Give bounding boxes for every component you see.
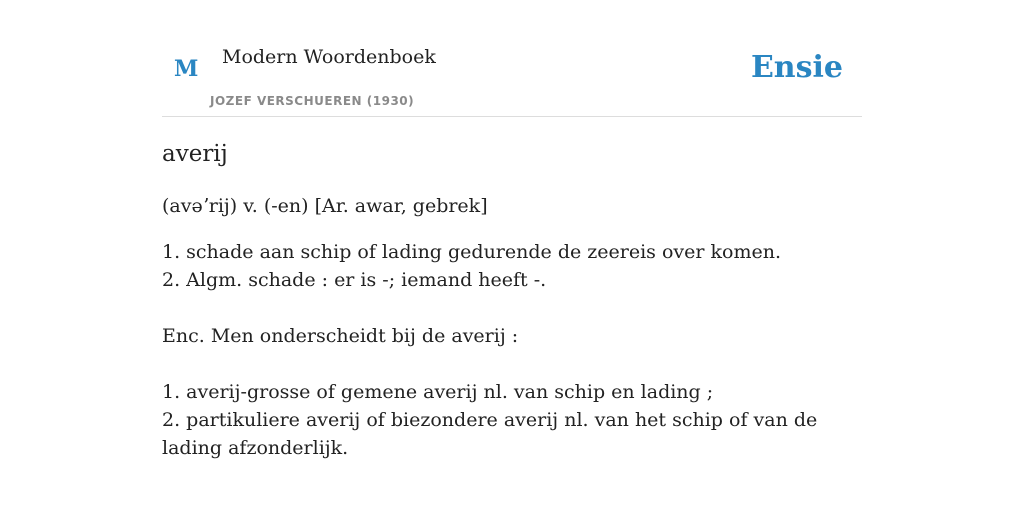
sense-2: 2. Algm. schade : er is -; iemand heeft -.	[162, 269, 547, 291]
sense-1: 1. schade aan schip of lading gedurende de zeereis over komen.	[162, 241, 781, 263]
source-logo[interactable]: M	[174, 56, 199, 82]
brand-logo[interactable]: Ensie	[750, 50, 843, 85]
encyclopedic-item-2: 2. partikuliere averij of biezondere averij nl. van het schip of van de lading afzonderlijk.	[162, 409, 818, 459]
book-title[interactable]: Modern Woordenboek	[222, 46, 436, 68]
book-author: JOZEF VERSCHUEREN (1930)	[210, 94, 415, 108]
definition-body	[162, 238, 862, 462]
encyclopedic-intro: Enc. Men onderscheidt bij de averij :	[162, 325, 519, 347]
headword: averij	[162, 141, 228, 167]
encyclopedic-item-1: 1. averij-grosse of gemene averij nl. van schip en lading ;	[162, 381, 714, 403]
etymology: (avəʼrij) v. (-en) [Ar. awar, gebrek]	[162, 195, 488, 217]
spacer	[162, 350, 862, 378]
page	[162, 0, 862, 512]
header	[162, 0, 862, 117]
spacer	[162, 294, 862, 322]
dictionary-entry	[162, 140, 862, 462]
